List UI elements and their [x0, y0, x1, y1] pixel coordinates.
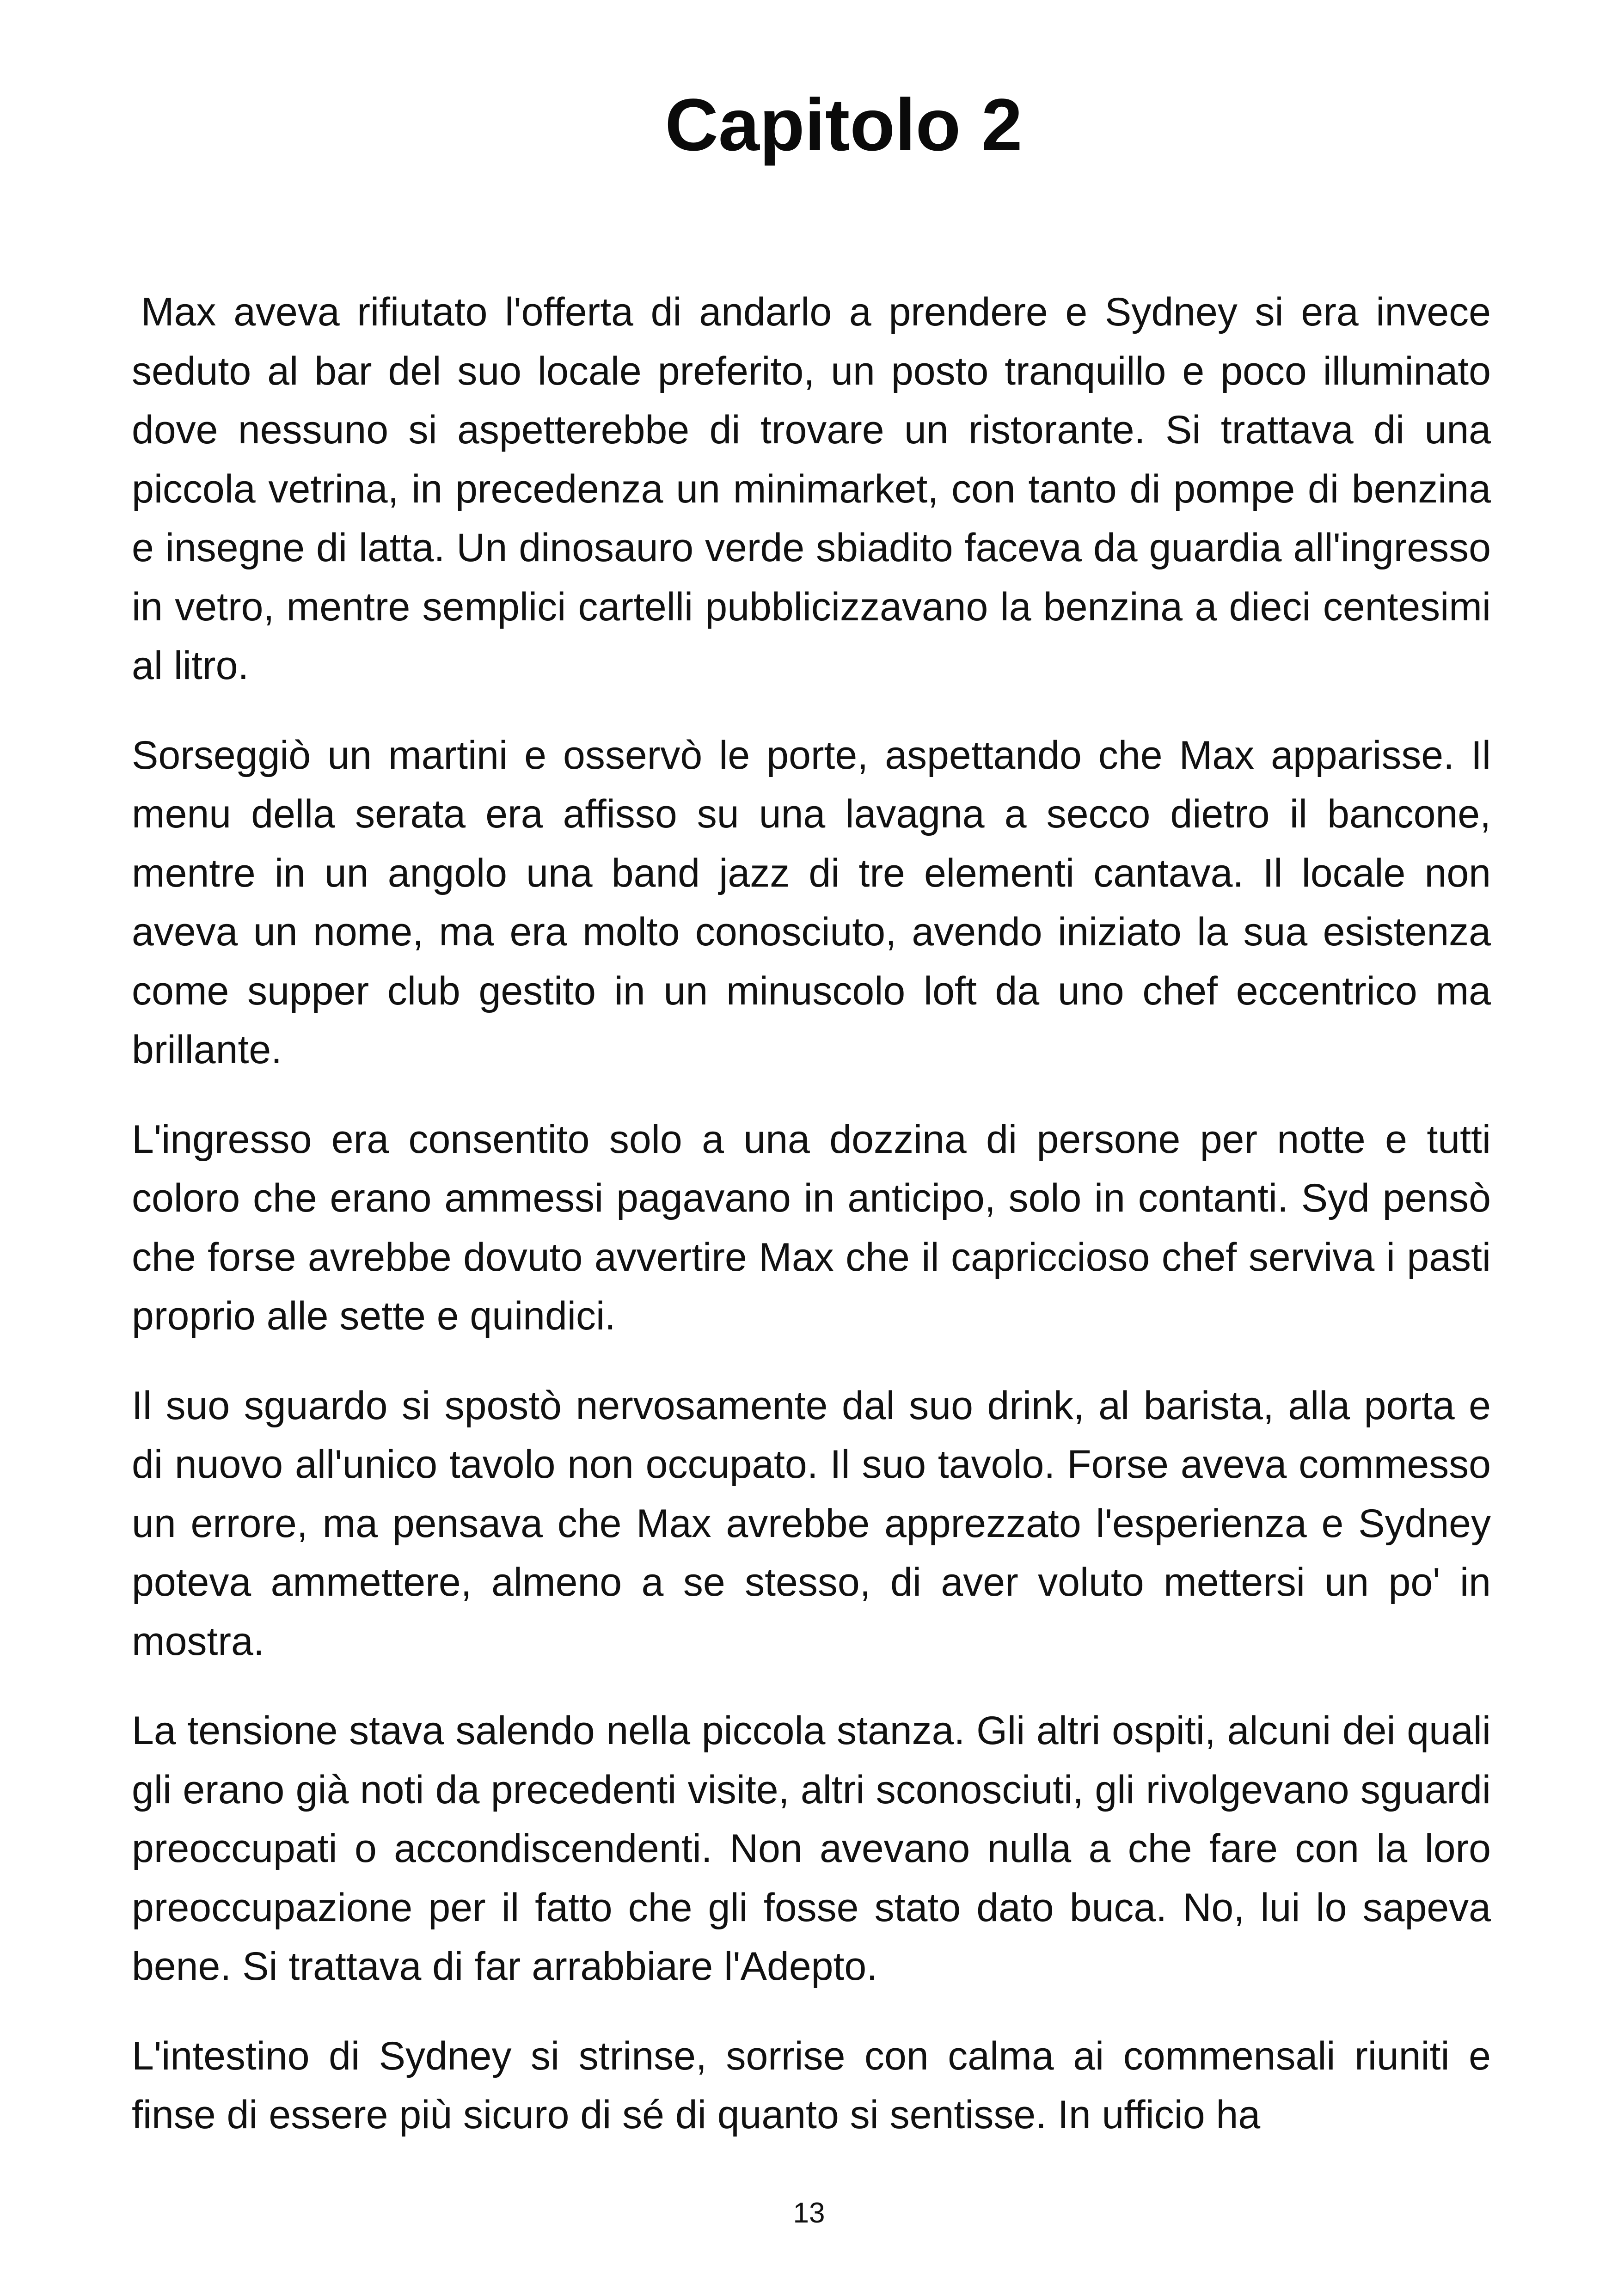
- paragraph-3: L'ingresso era consentito solo a una dozzina di persone per notte e tutti coloro che erano ammessi pagavano in anticipo, solo in contanti. Syd pensò che forse avrebbe dovuto avvertire Max che il capriccioso chef serviva i pasti proprio alle sette e quindici.: [132, 1117, 1491, 1338]
- chapter-title: Capitolo 2: [665, 83, 1023, 166]
- paragraph-1: Max aveva rifiutato l'offerta di andarlo a prendere e Sydney si era invece seduto al bar del suo locale preferito, un posto tranquillo e poco illuminato dove nessuno si aspetterebbe di trovare un ristorante. Si trattava di una piccola vetrina, in precedenza un minimarket, con tanto di pompe di benzina e insegne di latta. Un dinosauro verde sbiadito faceva da guardia all'ingresso in vetro, mentre semplici cartelli pubblicizzavano la benzina a dieci centesimi al litro.: [132, 290, 1491, 688]
- paragraph-5: La tensione stava salendo nella piccola stanza. Gli altri ospiti, alcuni dei quali gli erano già noti da precedenti visite, altri sconosciuti, gli rivolgevano sguardi preoccupati o accondiscendenti. Non avevano nulla a che fare con la loro preoccupazione per il fatto che gli fosse stato dato buca. No, lui lo sapeva bene. Si trattava di far arrabbiare l'Adepto.: [132, 1708, 1491, 1989]
- page-number: 13: [793, 2197, 825, 2229]
- chapter-body: [132, 283, 1491, 2175]
- paragraph-4: Il suo sguardo si spostò nervosamente dal suo drink, al barista, alla porta e di nuovo all'unico tavolo non occupato. Il suo tavolo. Forse aveva commesso un errore, ma pensava che Max avrebbe apprezzato l'esperienza e Sydney poteva ammettere, almeno a se stesso, di aver voluto mettersi un po' in mostra.: [132, 1383, 1491, 1664]
- paragraph-2: Sorseggiò un martini e osservò le porte, aspettando che Max apparisse. Il menu della serata era affisso su una lavagna a secco dietro il bancone, mentre in un angolo una band jazz di tre elementi cantava. Il locale non aveva un nome, ma era molto conosciuto, avendo iniziato la sua esistenza come supper club gestito in un minuscolo loft da uno chef eccentrico ma brillante.: [132, 733, 1491, 1072]
- paragraph-6: L'intestino di Sydney si strinse, sorrise con calma ai commensali riuniti e finse di essere più sicuro di sé di quanto si sentisse. In ufficio ha: [132, 2033, 1491, 2137]
